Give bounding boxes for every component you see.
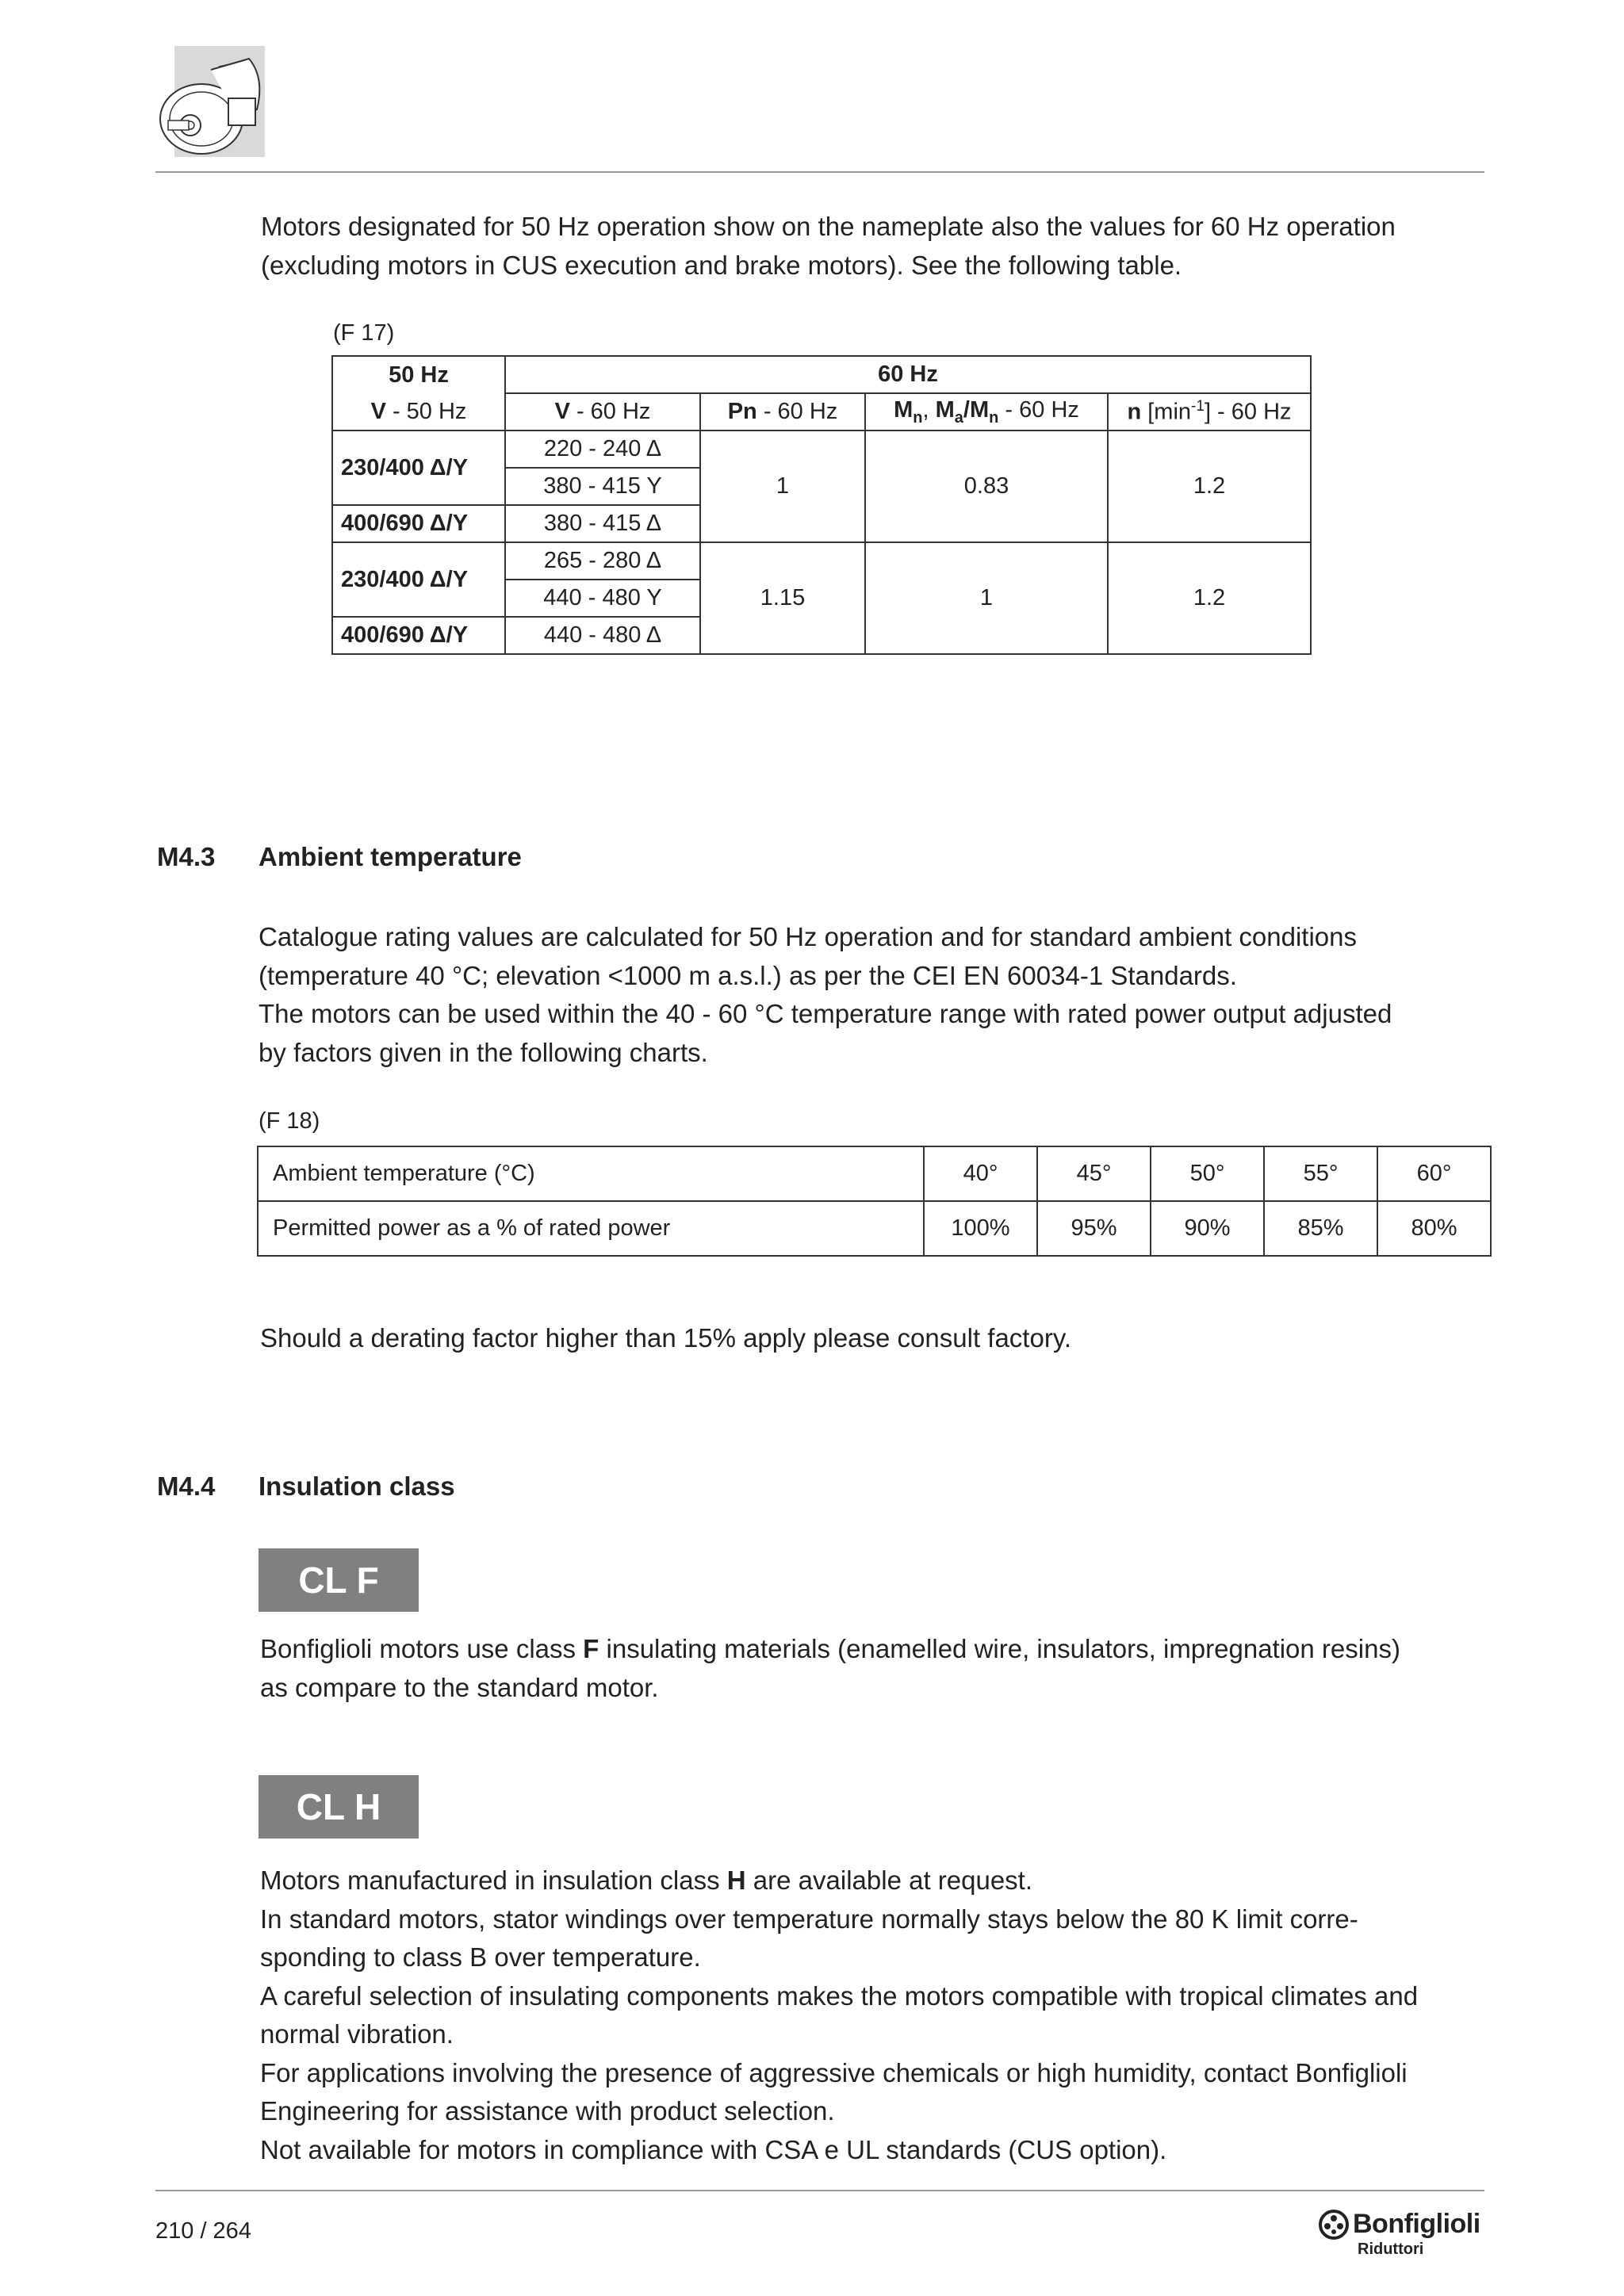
table-cell-power: 90%	[1151, 1201, 1264, 1256]
class-f-paragraph	[260, 1630, 1400, 1707]
paragraph-line: normal vibration.	[260, 2019, 454, 2049]
paragraph-line: A careful selection of insulating components makes the motors compatible with tropical climates and	[260, 1980, 1419, 2011]
col-pn: Pn - 60 Hz	[700, 393, 865, 430]
table-cell-pn: 1.15	[700, 542, 865, 654]
row-label-power: Permitted power as a % of rated power	[258, 1201, 924, 1256]
paragraph-line: as compare to the standard motor.	[260, 1672, 659, 1702]
table-cell-power: 80%	[1377, 1201, 1491, 1256]
table-cell-v60: 220 - 240 Δ	[505, 430, 700, 468]
derating-table	[257, 1146, 1492, 1257]
table-cell-v50: 230/400 Δ/Y	[332, 430, 505, 505]
col-n: n $[\min^{-1}] - 60$ Hz	[1108, 393, 1311, 430]
header-50hz: 50 Hz	[332, 356, 505, 393]
class-f-badge: CL F	[259, 1548, 419, 1612]
table-cell-mn: 0.83	[865, 430, 1108, 542]
section-title: Insulation class	[259, 1471, 455, 1501]
header-60hz: 60 Hz	[505, 356, 1311, 393]
paragraph-line: Not available for motors in compliance with CSA e UL standards (CUS option).	[260, 2134, 1167, 2164]
table-cell-temp: 40°	[924, 1146, 1037, 1201]
table-cell-v60: 440 - 480 Δ	[505, 617, 700, 654]
class-h-paragraph	[260, 1862, 1418, 2169]
motor-icon	[155, 46, 265, 157]
paragraph-line: The motors can be used within the 40 - 60 °C temperature range with rated power output adjusted	[259, 999, 1392, 1028]
table-cell-v60: 380 - 415 Y	[505, 468, 700, 505]
footer-rule	[155, 2190, 1484, 2191]
table-cell-temp: 45°	[1037, 1146, 1151, 1201]
col-mn: $M_n$, $M_a/M_n - 60$ Hz	[865, 393, 1108, 430]
table-cell-v60: 440 - 480 Y	[505, 580, 700, 617]
class-h-badge: CL H	[259, 1775, 419, 1839]
figure-label-f18: (F 18)	[259, 1108, 320, 1134]
header-rule	[155, 171, 1484, 173]
intro-paragraph	[261, 208, 1396, 285]
figure-label-f17: (F 17)	[333, 320, 395, 346]
brand-name: Bonfiglioli	[1353, 2209, 1480, 2239]
page-number: 210 / 264	[155, 2218, 251, 2244]
table-cell-temp: 60°	[1377, 1146, 1491, 1201]
table-cell-power: 95%	[1037, 1201, 1151, 1256]
table-cell-power: 100%	[924, 1201, 1037, 1256]
paragraph-line: In standard motors, stator windings over temperature normally stays below the 80 K limit corre-	[260, 1904, 1358, 1934]
intro-line: (excluding motors in CUS execution and brake motors). See the following table.	[261, 250, 1182, 280]
intro-line: Motors designated for 50 Hz operation show on the nameplate also the values for 60 Hz operation	[261, 212, 1396, 241]
voltage-frequency-table	[331, 355, 1312, 655]
table-cell-power: 85%	[1264, 1201, 1377, 1256]
table-cell-n: 1.2	[1108, 542, 1311, 654]
table-cell-v60: 380 - 415 Δ	[505, 505, 700, 542]
section-number: M4.4	[157, 1471, 216, 1501]
section-title: Ambient temperature	[259, 842, 522, 871]
table-cell-pn: 1	[700, 430, 865, 542]
paragraph-line: For applications involving the presence of aggressive chemicals or high humidity, contact Bonfiglioli	[260, 2057, 1408, 2087]
paragraph-line: by factors given in the following charts.	[259, 1037, 708, 1067]
table-cell-v50: 400/690 Δ/Y	[332, 505, 505, 542]
table-cell-n: 1.2	[1108, 430, 1311, 542]
paragraph-line: Bonfiglioli motors use class F insulating materials (enamelled wire, insulators, impregnation resins)	[260, 1634, 1400, 1663]
table-cell-v60: 265 - 280 Δ	[505, 542, 700, 580]
paragraph-line: Motors manufactured in insulation class H are available at request.	[260, 1866, 1033, 1895]
derating-note: Should a derating factor higher than 15% apply please consult factory.	[260, 1323, 1072, 1353]
table-cell-temp: 50°	[1151, 1146, 1264, 1201]
paragraph-line: sponding to class B over temperature.	[260, 1942, 701, 1972]
table-cell-v50: 230/400 Δ/Y	[332, 542, 505, 617]
section-number: M4.3	[157, 842, 216, 871]
brand-subtitle: Riduttori	[1358, 2241, 1424, 2258]
brand-logo	[1316, 2206, 1491, 2261]
paragraph-line: Engineering for assistance with product selection.	[260, 2096, 835, 2126]
table-cell-v50: 400/690 Δ/Y	[332, 617, 505, 654]
col-v50: V - 50 Hz	[332, 393, 505, 430]
ambient-paragraph	[259, 918, 1392, 1072]
logo-mark-icon	[1318, 2209, 1350, 2241]
table-cell-mn: 1	[865, 542, 1108, 654]
col-v60: V - 60 Hz	[505, 393, 700, 430]
paragraph-line: (temperature 40 °C; elevation <1000 m a.s.l.) as per the CEI EN 60034-1 Standards.	[259, 960, 1237, 990]
paragraph-line: Catalogue rating values are calculated for 50 Hz operation and for standard ambient conditions	[259, 922, 1358, 951]
table-cell-temp: 55°	[1264, 1146, 1377, 1201]
row-label-temperature: Ambient temperature (°C)	[258, 1146, 924, 1201]
